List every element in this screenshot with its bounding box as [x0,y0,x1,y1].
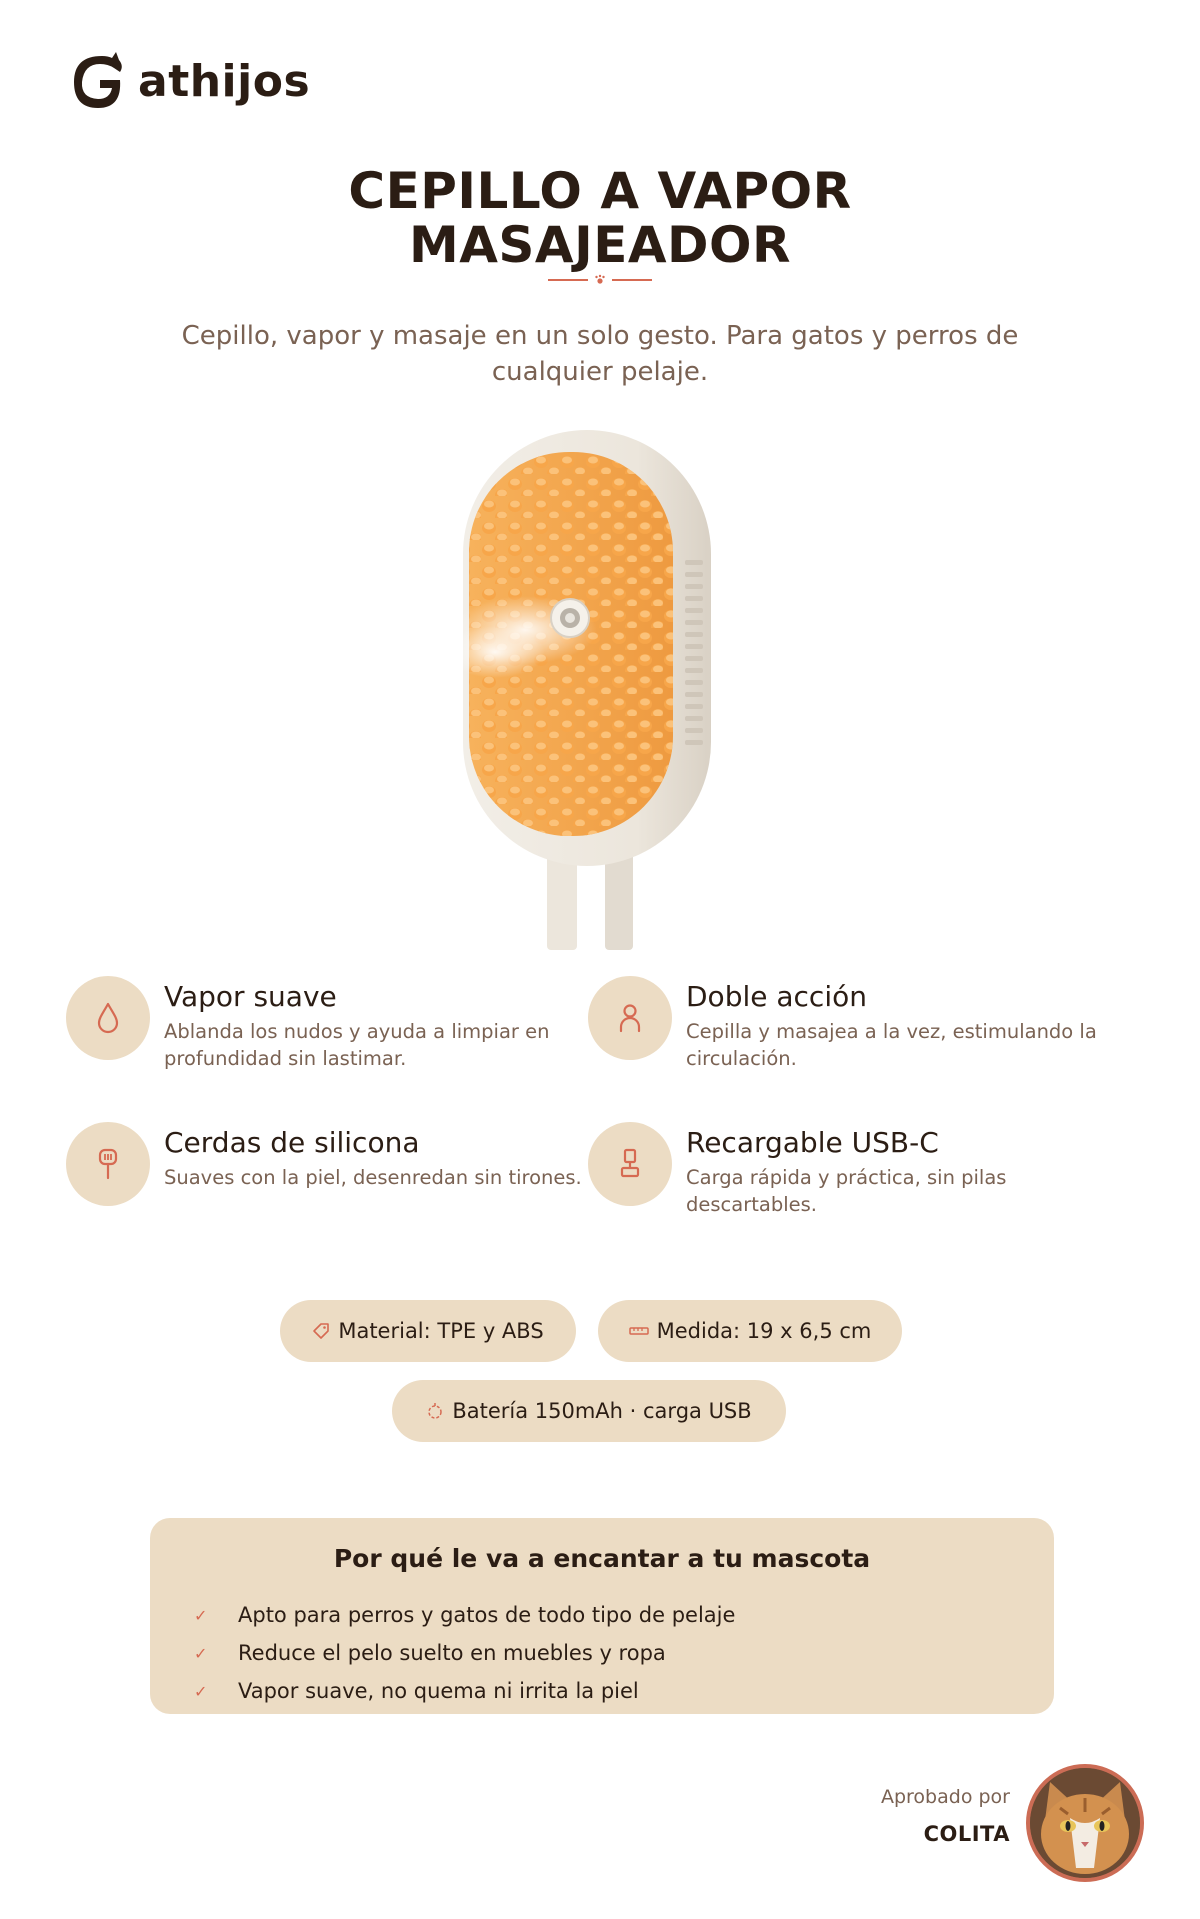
feature-icon-circle [66,1122,150,1206]
feature-doble-accion [588,976,1097,1086]
check-icon: ✓ [194,1605,208,1625]
feature-description: Ablanda los nudos y ayuda a limpiar en profundidad sin lastimar. [164,1020,550,1070]
benefit-item [194,1596,735,1634]
title-line-1: CEPILLO A VAPOR [348,162,852,220]
spec-label: Material: TPE y ABS [338,1319,544,1343]
benefits-list [194,1596,735,1710]
ruler-icon [629,1325,649,1337]
usb-plug-icon [615,1146,645,1182]
spec-label: Batería 150mAh · carga USB [452,1399,752,1423]
check-icon: ✓ [194,1681,208,1701]
benefits-title: Por qué le va a encantar a tu mascota [333,1544,871,1573]
title-line-2: MASAJEADOR [408,216,792,274]
brand-logo[interactable] [72,52,310,110]
feature-title: Doble acción [686,980,867,1013]
check-icon: ✓ [194,1643,208,1663]
benefit-text: Apto para perros y gatos de todo tipo de pelaje [238,1603,736,1627]
approved-by-name: COLITA [923,1822,1010,1846]
spec-label: Medida: 19 x 6,5 cm [656,1319,872,1343]
spec-chip-medida [598,1300,902,1362]
benefit-text: Reduce el pelo suelto en muebles y ropa [238,1641,666,1665]
title-divider-paw-icon [548,274,652,286]
spec-chip-material [280,1300,576,1362]
drop-icon [93,1001,123,1035]
feature-icon-circle [588,976,672,1060]
feature-recargable-usb [588,1122,1048,1232]
feature-cerdas-silicona [66,1122,582,1232]
page-title [0,164,1200,272]
feature-description: Suaves con la piel, desenredan sin tirones. [164,1166,582,1189]
cat-logo-icon [72,52,124,110]
feature-title: Vapor suave [164,980,337,1013]
benefit-item [194,1634,735,1672]
steam-brush-product-image [455,430,755,950]
benefit-text: Vapor suave, no quema ni irrita la piel [238,1679,639,1703]
feature-icon-circle [588,1122,672,1206]
benefits-panel [150,1518,1054,1714]
feature-title: Recargable USB-C [686,1126,939,1159]
cat-avatar [1026,1764,1144,1882]
spec-chip-bateria [392,1380,786,1442]
person-icon [615,1001,645,1035]
feature-description: Cepilla y masajea a la vez, estimulando la circulación. [686,1020,1097,1070]
feature-vapor-suave [66,976,550,1086]
feature-title: Cerdas de silicona [164,1126,420,1159]
tag-icon [312,1322,330,1340]
benefit-item [194,1672,735,1710]
feature-description: Carga rápida y práctica, sin pilas descartables. [686,1166,1007,1216]
feature-icon-circle [66,976,150,1060]
battery-icon [426,1402,444,1420]
approved-by-label: Aprobado por [880,1786,1010,1808]
brush-icon [93,1146,123,1182]
page-subtitle: Cepillo, vapor y masaje en un solo gesto. Para gatos y perros de cualquier pelaje. [181,321,1019,387]
cat-photo-image [1030,1768,1140,1878]
brand-name: athijos [138,55,311,107]
